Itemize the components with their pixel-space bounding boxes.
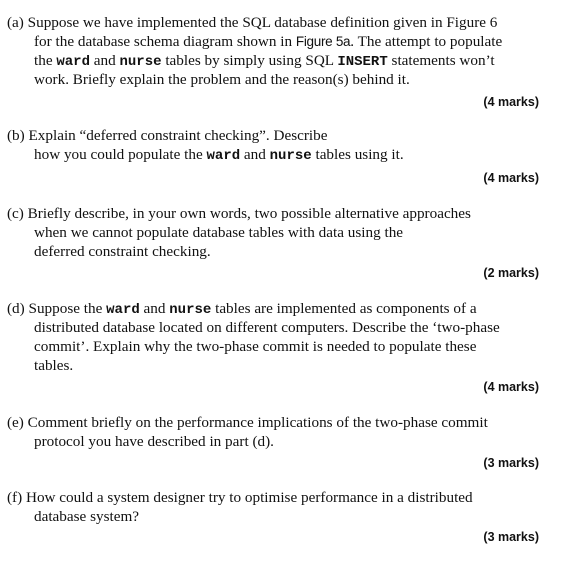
question-d-line-4: tables. — [34, 357, 74, 374]
question-d-line-1: (d) Suppose the ward and nurse tables are implemented as components of a — [7, 300, 477, 318]
question-a-line-4: work. Briefly explain the problem and the reason(s) behind it. — [34, 71, 410, 88]
question-f-line-1: (f) How could a system designer try to optimise performance in a distributed — [7, 489, 473, 506]
question-a-line-3: the ward and nurse tables by simply using SQL INSERT statements won’t — [34, 52, 495, 70]
figure-reference: Figure 5a — [295, 34, 351, 49]
table-name-nurse: nurse — [269, 148, 312, 164]
question-a-line-1: (a) Suppose we have implemented the SQL database definition given in Figure 6 — [7, 14, 498, 31]
question-f-marks: (3 marks) — [483, 530, 539, 544]
question-c-marks: (2 marks) — [483, 266, 539, 280]
question-f-label: (f) — [7, 489, 23, 506]
question-e-line-2: protocol you have described in part (d). — [34, 433, 274, 450]
table-name-nurse: nurse — [169, 302, 212, 318]
question-d-line-3: commit’. Explain why the two-phase commit is needed to populate these — [34, 338, 477, 355]
question-a-marks: (4 marks) — [483, 95, 539, 109]
question-e-marks: (3 marks) — [483, 456, 539, 470]
question-d-line-2: distributed database located on different computers. Describe the ‘two-phase — [34, 319, 500, 336]
question-c-line-1: (c) Briefly describe, in your own words, two possible alternative approaches — [7, 205, 471, 222]
table-name-nurse: nurse — [119, 54, 162, 70]
question-b-label: (b) — [7, 127, 25, 144]
sql-keyword-insert: INSERT — [337, 54, 388, 70]
question-a-label: (a) — [7, 14, 24, 31]
table-name-ward: ward — [106, 302, 140, 318]
table-name-ward: ward — [206, 148, 241, 164]
question-e-line-1: (e) Comment briefly on the performance implications of the two-phase commit — [7, 414, 488, 431]
table-name-ward: ward — [56, 54, 90, 70]
question-c-line-3: deferred constraint checking. — [34, 243, 211, 260]
question-d-marks: (4 marks) — [483, 380, 539, 394]
question-f-line-2: database system? — [34, 508, 140, 525]
question-c-line-2: when we cannot populate database tables with data using the — [34, 224, 404, 241]
question-b-line-2: how you could populate the ward and nurse tables using it. — [34, 146, 404, 164]
question-c-label: (c) — [7, 205, 24, 222]
question-b-line-1: (b) Explain “deferred constraint checking”. Describe — [7, 127, 328, 144]
question-a-line-2: for the database schema diagram shown in Figure 5a. The attempt to populate — [34, 33, 503, 50]
question-b-marks: (4 marks) — [483, 171, 539, 185]
question-d-label: (d) — [7, 300, 25, 317]
question-e-label: (e) — [7, 414, 24, 431]
